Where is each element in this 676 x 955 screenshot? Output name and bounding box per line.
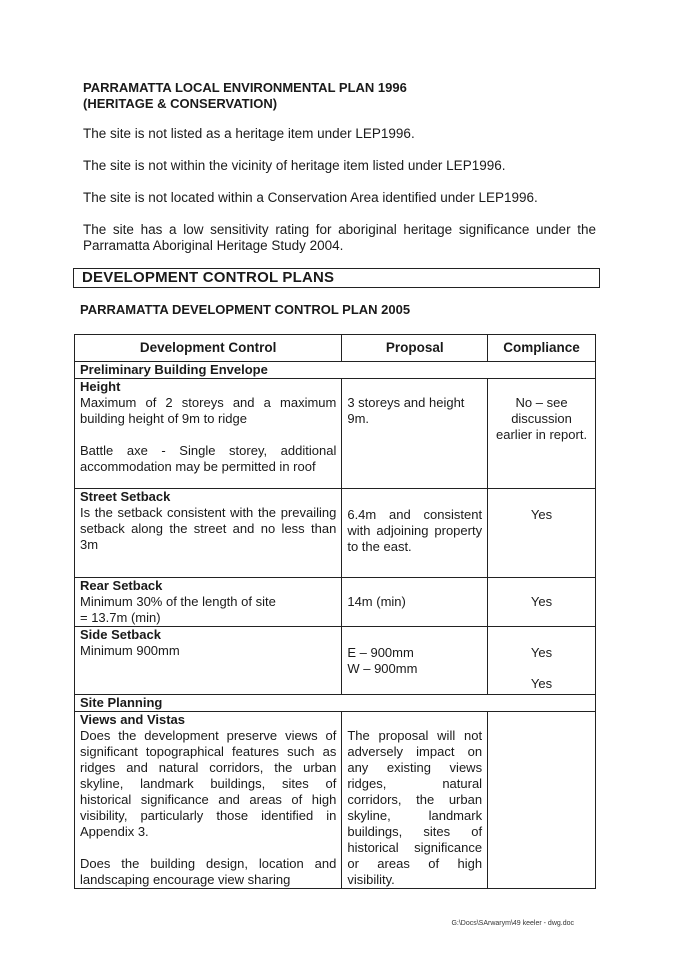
file-path-footer: G:\Docs\SArwarym\49 keeler - dwg.doc [451, 920, 574, 927]
side-text: Minimum 900mm [80, 643, 180, 658]
side-compliance-2: Yes [530, 676, 553, 691]
side-proposal-e: E – 900mm [347, 645, 414, 660]
height-proposal: 3 storeys and height 9m. [347, 395, 465, 426]
street-control-cell [75, 489, 342, 578]
rear-text-1: Minimum 30% of the length of site [80, 594, 276, 609]
section-row [75, 362, 596, 379]
height-proposal-cell [342, 379, 488, 489]
header-control: Development Control [75, 335, 342, 362]
height-text-2: Battle axe - Single storey, additional accommodation may be permitted in roof [80, 443, 337, 474]
side-proposal-w: W – 900mm [347, 661, 418, 676]
section-row [75, 695, 596, 712]
rear-text-2: = 13.7m (min) [80, 610, 161, 625]
lep-paragraph-2: The site is not within the vicinity of heritage item listed under LEP1996. [83, 158, 506, 173]
views-text-2: Does the building design, location and landscaping encourage view sharing [80, 856, 337, 887]
rear-proposal-cell [342, 578, 488, 627]
side-title: Side Setback [80, 627, 161, 642]
lep-paragraph-1: The site is not listed as a heritage item under LEP1996. [83, 126, 415, 141]
side-compliance-1: Yes [530, 645, 553, 660]
header-proposal: Proposal [342, 335, 488, 362]
views-control-cell [75, 712, 342, 889]
header-compliance: Compliance [488, 335, 596, 362]
height-control-cell [75, 379, 342, 489]
section-site-planning: Site Planning [75, 695, 596, 712]
side-compliance-cell [488, 627, 596, 695]
street-compliance: Yes [530, 507, 553, 522]
development-control-table [74, 334, 596, 889]
dcp-plan-title: PARRAMATTA DEVELOPMENT CONTROL PLAN 2005 [80, 302, 411, 317]
views-proposal: The proposal will not adversely impact on any existing views ridges, natural corridors, the urban skyline, landmark buildings, sites of historical significance or areas of high visibility. [347, 728, 483, 887]
table-row [75, 712, 596, 889]
street-proposal-cell [342, 489, 488, 578]
table-header-row [75, 335, 596, 362]
table-row [75, 489, 596, 578]
dcp-section-title: DEVELOPMENT CONTROL PLANS [73, 268, 600, 288]
table-row [75, 379, 596, 489]
lep-paragraph-4: The site has a low sensitivity rating for aboriginal heritage significance under the Parramatta Aboriginal Heritage Study 2004. [83, 222, 596, 253]
height-compliance: No – see discussion earlier in report. [496, 395, 588, 442]
street-title: Street Setback [80, 489, 171, 504]
views-title: Views and Vistas [80, 712, 186, 727]
rear-proposal: 14m (min) [347, 594, 406, 609]
street-text: Is the setback consistent with the prevailing setback along the street and no less than 3m [80, 505, 337, 552]
height-text-1: Maximum of 2 storeys and a maximum building height of 9m to ridge [80, 395, 337, 426]
lep-heading-line1: PARRAMATTA LOCAL ENVIRONMENTAL PLAN 1996 [83, 80, 407, 95]
lep-paragraph-3: The site is not located within a Conservation Area identified under LEP1996. [83, 190, 538, 205]
lep-heading [83, 80, 603, 112]
side-control-cell [75, 627, 342, 695]
section-building-envelope: Preliminary Building Envelope [75, 362, 596, 379]
height-compliance-cell [488, 379, 596, 489]
rear-title: Rear Setback [80, 578, 163, 593]
views-proposal-cell [342, 712, 488, 889]
table-row [75, 627, 596, 695]
rear-compliance-cell [488, 578, 596, 627]
views-text-1: Does the development preserve views of significant topographical features such as ridges and natural corridors, the urban skyline, landmark buildings, sites of historical significance and areas of high visibility, particularly those identified in Appendix 3. [80, 728, 337, 839]
height-title: Height [80, 379, 121, 394]
rear-control-cell [75, 578, 342, 627]
lep-heading-line2: (HERITAGE & CONSERVATION) [83, 96, 278, 111]
street-compliance-cell [488, 489, 596, 578]
views-compliance-cell [488, 712, 596, 889]
street-proposal: 6.4m and consistent with adjoining property to the east. [347, 507, 483, 554]
rear-compliance: Yes [530, 594, 553, 609]
side-proposal-cell [342, 627, 488, 695]
table-row [75, 578, 596, 627]
